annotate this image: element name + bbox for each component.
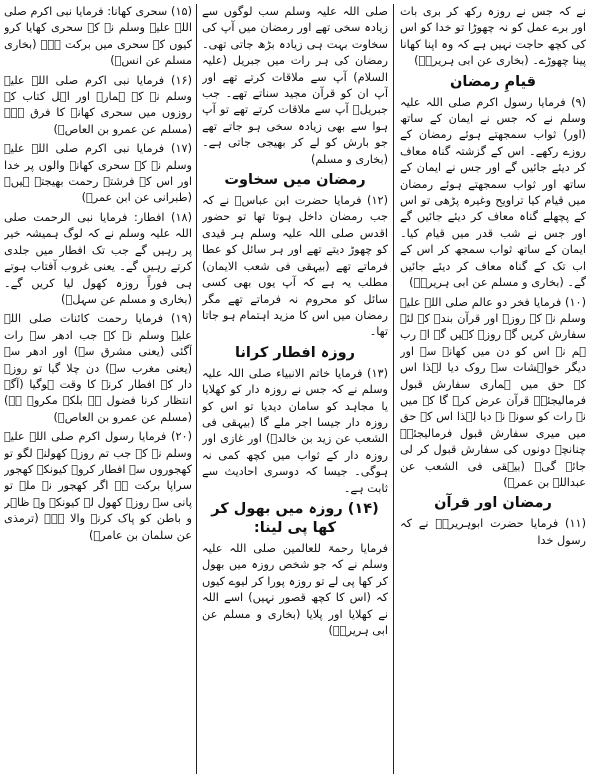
hadith-paragraph: (۱۲) فرمایا حضرت ابن عباسؓ نے کہ جب رمضان داخل ہوتا تھا تو حضور اقدس صلی اللہ علیہ وسلم ہر قیدی کو چھوڑ دیتے تھے اور ہر سائل کو عطا فرماتے تھے (بیہقی فی شعب الایمان) مطلب یہ ہے کہ آپ یوں بھی کسی سائل کو محروم نہ فرماتے تھے مگر رمضان میں اس کا مزید اہتمام ہو جاتا تھا۔ xyxy=(202,194,388,339)
hadith-paragraph: (۱۶) فرمایا نبی اکرم صلی اللہ علیہ وسلم نے کہ ہمارے اور اہل کتاب کے روزوں میں سحری کھانے کا فرق ہے۔ (مسلم عن عمرو بن العاصؓ) xyxy=(4,73,192,136)
column-middle xyxy=(202,4,388,774)
section-heading: (۱۴) روزہ میں بھول کر کھا پی لینا: xyxy=(211,500,379,536)
section-heading: رمضان میں سخاوت xyxy=(224,172,366,189)
column-divider xyxy=(393,4,394,774)
hadith-paragraph: (۱۵) سحری کھانا: فرمایا نبی اکرم صلی اللہ علیہ وسلم نے کہ سحری کھایا کرو کیوں کہ سحری میں برکت ہے۔ (بخاری مسلم عن انسؓ) xyxy=(4,5,192,68)
hadith-paragraph: (۲۰) فرمایا رسول اکرم صلی اللہ علیہ وسلم نے کہ جب تم روزہ کھولنے لگو تو کھجوروں سے افطار کرو۔ کیونکہ کھجور سراپا برکت ہے اگر کھجور نہ ملے تو پانی سے روزہ کھول لے کیونکہ وہ ظاہر و باطن کو پاک کرنے والا ہے۔ (ترمذی عن سلمان بن عامرؓ) xyxy=(4,430,192,542)
paragraph: صلی اللہ علیہ وسلم سب لوگوں سے زیادہ سخی تھے اور رمضان میں آپ کی سخاوت بہت ہی زیادہ بڑھ جاتی تھی۔ رمضان کی ہر رات میں جبریل (علیہ السلام) آپ سے ملاقات کرتے تھے اور آپ ان کو قرآن مجید سناتے تھے۔ جب جبریلؑ آپ سے ملاقات کرتے تھے تو آپ ہوا سے بھی زیادہ سخی ہو جاتے تھے جو بارش کو لے کر بھیجی جاتی ہے۔ (بخاری و مسلم) xyxy=(202,5,388,166)
hadith-paragraph: فرمایا رحمۃ للعالمین صلی اللہ علیہ وسلم نے کہ جو شخص روزہ میں بھول کر کھا پی لے تو روزہ پورا کر لیوے کیوں کہ (اس کا کچھ قصور نہیں) اسے اللہ نے کھلایا اور پلایا (بخاری و مسلم عن ابی ہریرہؓ) xyxy=(202,541,388,637)
hadith-paragraph: (۱۰) فرمایا فخر دو عالم صلی اللہ علیہ وسلم نے کہ روزے اور قرآن بندہ کے لئے سفارش کریں گے روزے کہیں گے اے رب ہم نے اس کو دن میں کھانے سے اور دیگر خواہشات سے روک دیا لہذا اس کے حق میں ہماری سفارش قبول فرمالیجئے۔ قرآن عرض کرے گا کہ میں نے رات کو سونے نہ دیا لہذا اس کے حق میں میری سفارش قبول فرمالیجئے۔ چنانچہ دونوں کی سفارش قبول کر لی جائے گی۔ (بیہقی فی الشعب عن عبداللہ بن عمرؓ) xyxy=(400,295,586,489)
paragraph: نے کہ جس نے روزہ رکھ کر بری بات اور برے عمل کو نہ چھوڑا تو خدا کو اس کی کچھ حاجت نہیں ہے کہ وہ اپنا کھانا پینا چھوڑے۔ (بخاری عن ابی ہریرہؓ) xyxy=(400,5,586,68)
section-heading: روزہ افطار کرانا xyxy=(235,344,355,361)
section-heading: رمضان اور قرآن xyxy=(434,495,552,512)
hadith-paragraph: (۹) فرمایا رسول اکرم صلی اللہ علیہ وسلم نے کہ جس نے ایمان کے ساتھ (اور) ثواب سمجھتے ہوئے رمضان کے روزے رکھے۔ اس کے گزشتہ گناہ معاف کر دیئے جائیں گے اور جس نے ایمان کے ساتھ اور ثواب سمجھتے ہوئے رمضان میں قیام کیا تراویح وغیرہ پڑھی تو اس کے پچھلے گناہ معاف کر دیئے جائیں گے اور جس نے شب قدر میں قیام کیا۔ ایمان کے ساتھ ثواب سمجھ کر اس کے اب تک کے گناہ معاف کر دیئے جائیں گے۔ (بخاری و مسلم عن ابی ہریرہؓ) xyxy=(400,95,586,290)
column-left xyxy=(4,4,192,774)
column-right xyxy=(400,4,586,774)
hadith-paragraph: (۱۸) افطار: فرمایا نبی الرحمت صلی اللہ علیہ وسلم نے کہ لوگ ہمیشہ خیر پر رہیں گے جب تک افطار میں جلدی کرتے رہیں گے۔ یعنی غروب آفتاب ہوتے ہی فوراً روزہ کھول لیا کریں گے۔ (بخاری و مسلم عن سہلؓ) xyxy=(4,210,192,306)
column-divider xyxy=(196,4,197,774)
hadith-paragraph: (۱۷) فرمایا نبی اکرم صلی اللہ علیہ وسلم نے کہ سحری کھانے والوں پر خدا اور اس کے فرشتے رحمت بھیجتے ہیں۔ (طبرانی عن ابن عمرؓ) xyxy=(4,142,192,205)
hadith-paragraph: (۱۹) فرمایا رحمت کائنات صلی اللہ علیہ وسلم نے کہ جب ادھر سے رات آگئی (یعنی مشرق سے) اور ادھر سے (یعنی مغرب سے) دن چلا گیا تو روزہ دار کے افطار کرنے کا وقت ہوگیا (آگے انتظار کرنا فضول ہے بلکہ مکروہ ہے) (مسلم عن عمرو بن العاصؓ) xyxy=(4,312,192,424)
hadith-paragraph: (۱۱) فرمایا حضرت ابوہریرہؓ نے کہ رسول خدا xyxy=(400,517,586,547)
hadith-paragraph: (۱۳) فرمایا خاتم الانبیاء صلی اللہ علیہ وسلم نے کہ جس نے روزہ دار کو کھلایا یا مجاہد کو سامان دیدیا تو اس کو روزہ دار جیسا اجر ملے گا (بیہقی فی الشعب عن زید بن خالدؓ) اور غازی اور روزہ دار کے ثواب میں کچھ کمی نہ ہوگی۔ جیسا کہ دوسری احادیث سے ثابت ہے۔ xyxy=(202,366,388,495)
section-heading: قیامِ رمضان xyxy=(450,73,536,90)
